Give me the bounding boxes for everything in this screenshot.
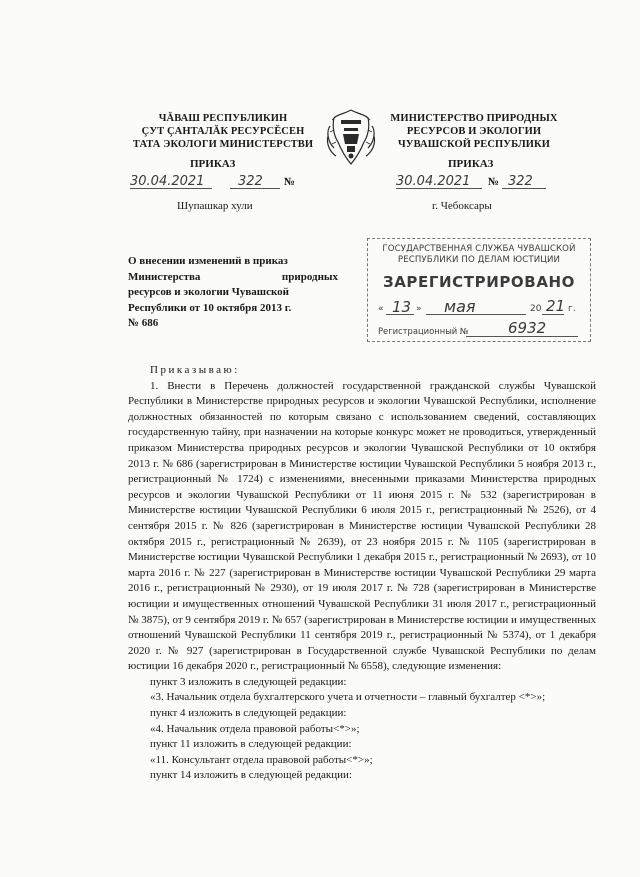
left-date-handwritten: 30.04.2021 bbox=[130, 174, 205, 189]
left-date-line bbox=[130, 172, 308, 192]
right-place: г. Чебоксары bbox=[432, 200, 492, 212]
subject-line-1: О внесении изменений в приказ bbox=[128, 255, 288, 267]
body-line-1: пункт 3 изложить в следующей редакции: bbox=[150, 675, 347, 688]
order-word: Приказываю: bbox=[150, 364, 240, 376]
stamp-reg-number: 6932 bbox=[508, 319, 547, 337]
body-line-5: пункт 11 изложить в следующей редакции: bbox=[150, 738, 352, 751]
left-number-sign: № bbox=[284, 176, 296, 188]
body-line-4: «4. Начальник отдела правовой работы<*>»; bbox=[150, 722, 360, 735]
stamp-reg-label: Регистрационный № bbox=[378, 326, 469, 336]
left-number-handwritten: 322 bbox=[238, 174, 263, 189]
stamp-year-prefix: 20 bbox=[530, 304, 542, 314]
stamp-line-2: РЕСПУБЛИКИ ПО ДЕЛАМ ЮСТИЦИИ bbox=[397, 255, 561, 265]
header-right-line-3: ЧУВАШСКОЙ РЕСПУБЛИКИ bbox=[397, 139, 551, 150]
stamp-month: мая bbox=[444, 297, 476, 316]
prikaz-label-left: ПРИКАЗ bbox=[190, 158, 236, 170]
header-left-line-1: ЧĂВАШ РЕСПУБЛИКИН bbox=[158, 113, 288, 124]
header-left-line-3: ТАТА ЭКОЛОГИ МИНИСТЕРСТВИ bbox=[132, 139, 314, 150]
stamp-year-suffix: 21 bbox=[546, 297, 566, 315]
header-left-ministry-chuvash bbox=[128, 112, 318, 151]
stamp-title: ЗАРЕГИСТРИРОВАНО bbox=[382, 273, 576, 291]
stamp-header bbox=[368, 244, 590, 266]
body-line-2: «3. Начальник отдела бухгалтерского учета и отчетности – главный бухгалтер <*>»; bbox=[150, 691, 546, 704]
header-right-line-1: МИНИСТЕРСТВО ПРИРОДНЫХ bbox=[390, 113, 558, 124]
subject-line-2b: природных bbox=[281, 270, 338, 283]
subject-line-2a: Министерства bbox=[128, 270, 201, 283]
registration-stamp: ГОСУДАРСТВЕННАЯ СЛУЖБА ЧУВАШСКОЙ РЕСПУБЛИКИ ПО ДЕЛАМ ЮСТИЦИИ ЗАРЕГИСТРИРОВАНО « 13 » мая 20 21 г. Регистрационный № 6932 bbox=[367, 238, 591, 342]
paragraph-1: 1. Внести в Перечень должностей государственной гражданской службы Чувашской Республики в Министерстве природных ресурсов и экологии Чувашской Республики, исполнение должностных обязанностей по которым связано с использованием сведений, составляющих государственную тайну, при назначении на которые конкурс может не проводиться, утвержденный приказом Министерства природных ресурсов и экологии Чувашской Республики от 10 октября 2013 г. № 686 (зарегистрирован в Министерстве юстиции Чувашской Республики 5 ноября 2013 г., регистрационный № 1724) с изменениями, внесенными приказами Министерства природных ресурсов и экологии Чувашской Республики от 11 июня 2015 г. № 532 (зарегистрирован в Министерстве юстиции Чувашской Республики 6 июля 2015 г., регистрационный № 2526), от 4 сентября 2015 г. № 826 (зарегистрирован в Министерстве юстиции Чувашской Республики 28 октября 2015 г., регистрационный № 2639), от 23 ноября 2015 г. № 1105 (зарегистрирован в Министерстве юстиции Чувашской Республики 1 декабря 2015 г., регистрационный № 2693), от 10 марта 2016 г. № 227 (зарегистрирован в Министерстве юстиции Чувашской Республики 29 марта 2016 г., регистрационный № 2930), от 19 июля 2017 г. № 728 (зарегистрирован в Министерстве юстиции и имущественных отношений Чувашской Республики 31 июля 2017 г., регистрационный № 3875), от 9 сентября 2019 г. № 657 (зарегистрирован в Министерстве юстиции и имущественных отношений Чувашской Республики 11 сентября 2019 г., регистрационный № 5374), от 1 декабря 2020 г. № 927 (зарегистрирован в Государственной службе Чувашской Республики по делам юстиции 16 декабря 2020 г., регистрационный № 6558), следующие изменения: bbox=[128, 379, 596, 673]
right-number-handwritten: 322 bbox=[508, 174, 533, 189]
subject-line-5: № 686 bbox=[128, 317, 159, 329]
body-line-6: «11. Консультант отдела правовой работы<*>»; bbox=[150, 753, 373, 766]
prikaz-label-right: ПРИКАЗ bbox=[448, 158, 494, 170]
header-right-line-2: РЕСУРСОВ И ЭКОЛОГИИ bbox=[406, 126, 542, 137]
right-number-sign: № bbox=[488, 176, 500, 188]
right-date-handwritten: 30.04.2021 bbox=[396, 174, 471, 189]
subject-line-4: Республики от 10 октября 2013 г. bbox=[128, 301, 292, 314]
header-left-line-2: ÇУТ ÇАНТАЛĂК РЕСУРСĔСЕН bbox=[141, 126, 305, 137]
coat-of-arms-icon bbox=[322, 106, 380, 170]
stamp-day: 13 bbox=[392, 298, 412, 316]
document-subject bbox=[128, 254, 338, 332]
subject-line-2 bbox=[128, 270, 338, 286]
header-right-ministry-russian bbox=[384, 112, 564, 151]
stamp-year-unit: г. bbox=[568, 304, 576, 314]
document-body bbox=[128, 363, 596, 784]
left-place: Шупашкар хули bbox=[177, 200, 253, 212]
stamp-line-1: ГОСУДАРСТВЕННАЯ СЛУЖБА ЧУВАШСКОЙ bbox=[382, 244, 576, 254]
subject-line-3: ресурсов и экологии Чувашской bbox=[128, 286, 289, 298]
body-line-7: пункт 14 изложить в следующей редакции: bbox=[150, 769, 352, 782]
body-line-3: пункт 4 изложить в следующей редакции: bbox=[150, 707, 347, 720]
right-date-line bbox=[396, 172, 576, 192]
